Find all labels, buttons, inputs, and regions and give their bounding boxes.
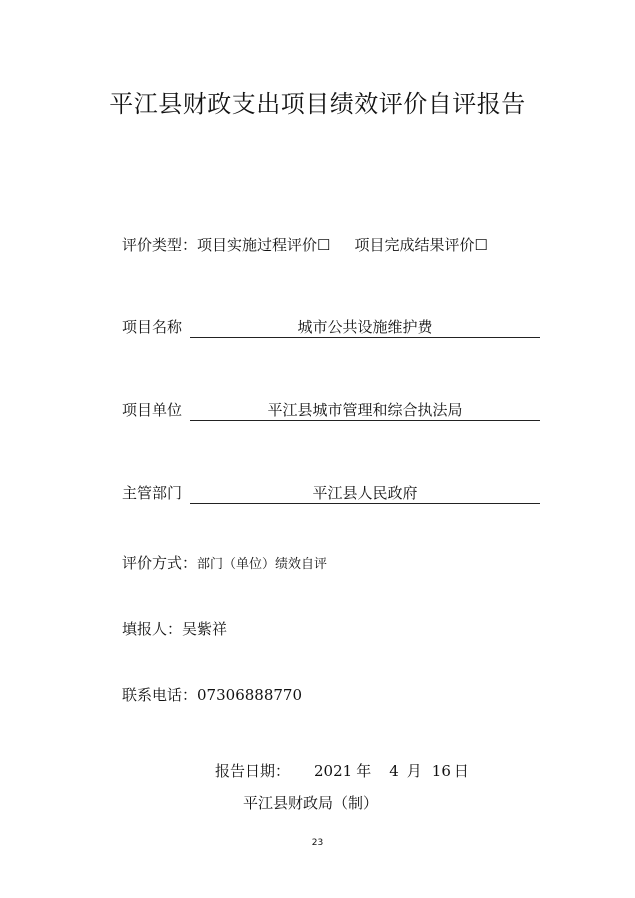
evaluation-type-label: 评价类型： [122,236,198,254]
report-date-month: 4 [389,762,399,780]
report-title: 平江县财政支出项目绩效评价自评报告 [109,90,526,118]
report-date-day: 16 [431,762,451,780]
reporter-label: 填报人： [122,620,183,638]
project-unit-underline [190,420,540,421]
issuer: 平江县财政局（制） [243,794,379,812]
department-value: 平江县人民政府 [312,484,418,502]
evaluation-type-row [122,234,488,255]
report-date-day-unit: 日 [453,762,469,780]
project-unit-value: 平江县城市管理和综合执法局 [267,401,463,419]
project-unit-row [122,399,540,421]
report-date-year: 2021 [314,762,353,780]
report-date-label: 报告日期： [215,762,291,780]
project-unit-label: 项目单位 [122,401,183,419]
evaluation-type-option-result: 项目完成结果评价☐ [354,236,488,254]
page-number: 23 [311,838,324,848]
project-name-underline [190,337,540,338]
project-name-value: 城市公共设施维护费 [297,318,433,336]
department-row [122,482,540,504]
report-date-month-unit: 月 [406,762,422,780]
evaluation-type-option-process: 项目实施过程评价☐ [197,236,331,254]
report-date-year-unit: 年 [356,762,372,780]
department-label: 主管部门 [122,484,183,502]
reporter-row [122,618,227,639]
evaluation-method-row [122,552,327,573]
reporter-value: 吴紫祥 [182,620,228,638]
phone-label: 联系电话： [122,686,198,704]
phone-value: 07306888770 [197,686,302,704]
project-name-label: 项目名称 [122,318,183,336]
evaluation-method-value: 部门（单位）绩效自评 [197,557,328,572]
evaluation-method-label: 评价方式： [122,554,198,572]
report-date-row [215,760,469,781]
department-underline [190,503,540,504]
project-name-row [122,316,540,338]
phone-row [122,684,302,705]
